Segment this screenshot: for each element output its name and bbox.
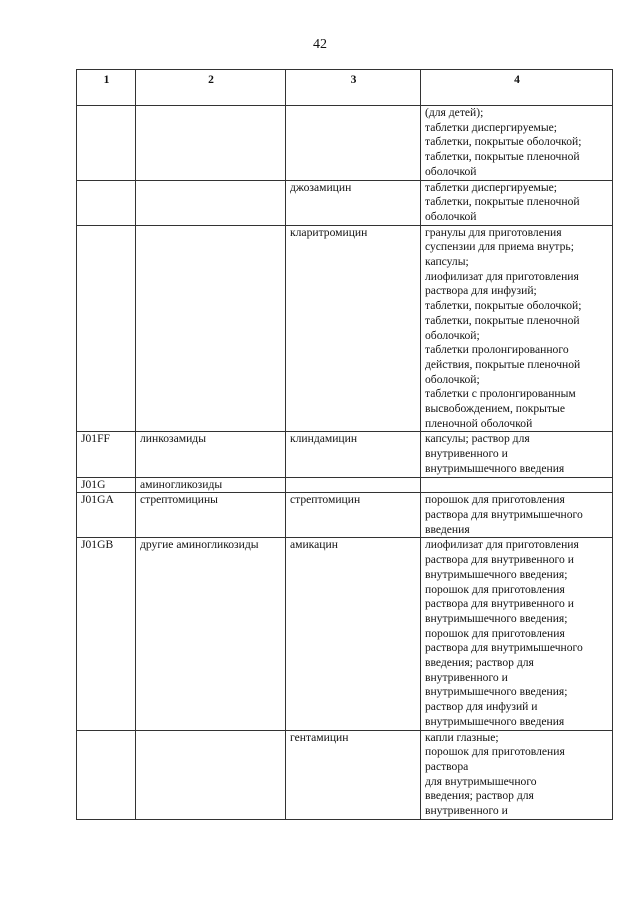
- dosage-form-line: пленочной оболочкой: [425, 416, 533, 430]
- dosage-form-line: для внутримышечного: [425, 774, 537, 788]
- dosage-form-line: таблетки с пролонгированным: [425, 387, 576, 401]
- table-row: [77, 493, 613, 538]
- table-row: [77, 106, 613, 181]
- drug-name-cell: кларитромицин: [286, 225, 421, 432]
- group-name-cell: [136, 225, 286, 432]
- dosage-form-line: раствор для инфузий и: [425, 700, 538, 714]
- dosage-form-line: введения; раствор для: [425, 789, 534, 803]
- atc-code-cell: J01FF: [77, 432, 136, 477]
- dosage-forms-cell: [421, 180, 613, 225]
- dosage-form-line: введения: [425, 522, 470, 536]
- dosage-form-line: оболочкой: [425, 164, 477, 178]
- table-row: [77, 225, 613, 432]
- atc-code-cell: [77, 225, 136, 432]
- group-name-cell: линкозамиды: [136, 432, 286, 477]
- table-row: [77, 432, 613, 477]
- dosage-form-line: внутримышечного введения;: [425, 611, 568, 625]
- dosage-form-line: таблетки пролонгированного: [425, 343, 569, 357]
- atc-code-cell: J01GB: [77, 538, 136, 730]
- dosage-form-line: внутримышечного введения;: [425, 567, 568, 581]
- dosage-form-line: внутривенного и: [425, 670, 508, 684]
- atc-code-cell: J01G: [77, 477, 136, 493]
- dosage-form-line: оболочкой;: [425, 328, 480, 342]
- table-row: [77, 538, 613, 730]
- atc-code-cell: [77, 106, 136, 181]
- table-row: [77, 730, 613, 819]
- dosage-form-line: раствора: [425, 759, 469, 773]
- dosage-form-line: таблетки, покрытые пленочной: [425, 195, 580, 209]
- column-header: 2: [136, 70, 286, 106]
- dosage-form-line: раствора для инфузий;: [425, 284, 537, 298]
- group-name-cell: [136, 730, 286, 819]
- dosage-form-line: капли глазные;: [425, 730, 499, 744]
- dosage-form-line: раствора для внутривенного и: [425, 597, 574, 611]
- dosage-form-line: порошок для приготовления: [425, 582, 565, 596]
- dosage-form-line: капсулы; раствор для: [425, 432, 530, 446]
- group-name-cell: стрептомицины: [136, 493, 286, 538]
- dosage-forms-cell: [421, 432, 613, 477]
- atc-code-cell: [77, 180, 136, 225]
- dosage-form-line: капсулы;: [425, 255, 469, 269]
- drug-name-cell: клиндамицин: [286, 432, 421, 477]
- group-name-cell: другие аминогликозиды: [136, 538, 286, 730]
- dosage-form-line: внутримышечного введения: [425, 461, 565, 475]
- dosage-form-line: введения; раствор для: [425, 656, 534, 670]
- dosage-form-line: оболочкой: [425, 209, 477, 223]
- dosage-form-line: гранулы для приготовления: [425, 225, 562, 239]
- dosage-form-line: таблетки, покрытые пленочной: [425, 313, 580, 327]
- dosage-form-line: раствора для внутривенного и: [425, 553, 574, 567]
- page-number: 42: [313, 37, 327, 52]
- dosage-form-line: таблетки, покрытые оболочкой;: [425, 135, 582, 149]
- dosage-form-line: внутривенного и: [425, 447, 508, 461]
- atc-code-cell: [77, 730, 136, 819]
- dosage-form-line: (для детей);: [425, 106, 484, 119]
- drug-table: [76, 69, 613, 820]
- dosage-form-line: таблетки, покрытые оболочкой;: [425, 299, 582, 313]
- dosage-form-line: порошок для приготовления: [425, 626, 565, 640]
- column-header: 1: [77, 70, 136, 106]
- dosage-form-line: оболочкой;: [425, 372, 480, 386]
- dosage-form-line: таблетки диспергируемые;: [425, 180, 557, 194]
- table-row: [77, 180, 613, 225]
- dosage-form-line: суспензии для приема внутрь;: [425, 240, 574, 254]
- dosage-form-line: действия, покрытые пленочной: [425, 357, 581, 371]
- dosage-form-line: раствора для внутримышечного: [425, 507, 583, 521]
- drug-name-cell: [286, 477, 421, 493]
- dosage-form-line: внутривенного и: [425, 804, 508, 818]
- drug-name-cell: гентамицин: [286, 730, 421, 819]
- column-header: 3: [286, 70, 421, 106]
- group-name-cell: аминогликозиды: [136, 477, 286, 493]
- drug-name-cell: джозамицин: [286, 180, 421, 225]
- dosage-form-line: внутримышечного введения: [425, 714, 565, 728]
- dosage-form-line: раствора для внутримышечного: [425, 641, 583, 655]
- dosage-form-line: внутримышечного введения;: [425, 685, 568, 699]
- dosage-form-line: таблетки диспергируемые;: [425, 120, 557, 134]
- table-row: [77, 477, 613, 493]
- dosage-forms-cell: [421, 493, 613, 538]
- dosage-forms-cell: [421, 106, 613, 181]
- header-row: [77, 70, 613, 106]
- dosage-form-line: высвобождением, покрытые: [425, 402, 565, 416]
- group-name-cell: [136, 106, 286, 181]
- group-name-cell: [136, 180, 286, 225]
- column-header: 4: [421, 70, 613, 106]
- dosage-forms-cell: [421, 730, 613, 819]
- dosage-form-line: таблетки, покрытые пленочной: [425, 150, 580, 164]
- drug-name-cell: амикацин: [286, 538, 421, 730]
- atc-code-cell: J01GA: [77, 493, 136, 538]
- dosage-form-line: лиофилизат для приготовления: [425, 269, 579, 283]
- dosage-forms-cell: [421, 538, 613, 730]
- dosage-forms-cell: [421, 477, 613, 493]
- table-body: [77, 106, 613, 820]
- drug-name-cell: стрептомицин: [286, 493, 421, 538]
- dosage-form-line: порошок для приготовления: [425, 493, 565, 507]
- drug-name-cell: [286, 106, 421, 181]
- dosage-form-line: порошок для приготовления: [425, 745, 565, 759]
- dosage-forms-cell: [421, 225, 613, 432]
- dosage-form-line: лиофилизат для приготовления: [425, 538, 579, 552]
